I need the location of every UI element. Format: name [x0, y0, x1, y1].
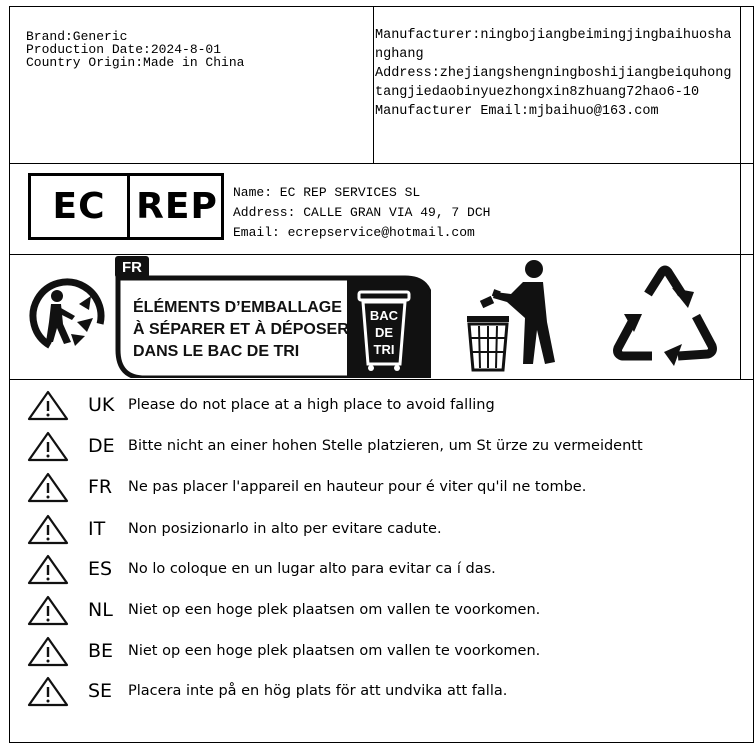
divider-vertical-right	[740, 6, 741, 380]
warning-row-nl	[26, 593, 540, 627]
divider-1	[9, 163, 754, 164]
ec-rep-badge	[28, 173, 224, 240]
warning-icon	[26, 389, 70, 421]
warning-row-be	[26, 634, 540, 668]
warning-text: No lo coloque en un lugar alto para evitar ca í das.	[128, 561, 496, 577]
production-date-text: Production Date:2024-8-01	[26, 42, 222, 57]
warning-text: Please do not place at a high place to avoid falling	[128, 397, 495, 413]
language-code: NL	[88, 599, 113, 621]
address-text: Address:zhejiangshengningboshijiangbeiquhongtangjiedaobinyuezhongxin8zhuang72hao6-10	[375, 66, 732, 100]
warning-row-es	[26, 552, 496, 586]
fr-sorting-logo	[115, 256, 431, 378]
warning-text: Non posizionarlo in alto per evitare cadute.	[128, 521, 442, 537]
warning-row-de	[26, 429, 643, 463]
warning-icon	[26, 513, 70, 545]
divider-vertical-info	[373, 6, 374, 164]
manufacturer-email-text: Manufacturer Email:mjbaihuo@163.com	[375, 104, 659, 119]
fr-line-3: DANS LE BAC DE TRI	[133, 343, 300, 360]
bin-text-1: BAC	[369, 308, 399, 323]
manufacturer-info	[375, 26, 737, 121]
language-code: SE	[88, 680, 113, 702]
country-origin-text: Country Origin:Made in China	[26, 55, 245, 70]
bin-text-2: DE	[374, 325, 394, 340]
warning-row-se	[26, 674, 507, 708]
warning-icon	[26, 635, 70, 667]
divider-3	[9, 379, 754, 380]
warning-icon	[26, 675, 70, 707]
warning-row-it	[26, 512, 442, 546]
ec-label: EC	[31, 176, 130, 237]
warning-text: Bitte nicht an einer hohen Stelle platzieren, um St ürze zu vermeidentt	[128, 438, 643, 454]
ec-rep-info	[233, 183, 490, 243]
warning-icon	[26, 430, 70, 462]
warning-icon	[26, 594, 70, 626]
tidy-man-icon	[463, 258, 563, 374]
warning-row-fr	[26, 470, 586, 504]
warning-row-uk	[26, 388, 495, 422]
fr-line-2: À SÉPARER ET À DÉPOSER	[133, 321, 349, 338]
language-code: ES	[88, 558, 113, 580]
ec-rep-name: Name: EC REP SERVICES SL	[233, 185, 421, 200]
rep-label: REP	[136, 186, 218, 227]
fr-tag: FR	[122, 259, 142, 276]
ec-rep-email: Email: ecrepservice@hotmail.com	[233, 225, 475, 240]
triman-icon	[27, 276, 107, 356]
product-info	[26, 30, 244, 69]
bin-text-3: TRI	[373, 342, 395, 357]
language-code: DE	[88, 435, 115, 457]
warning-icon	[26, 553, 70, 585]
language-code: UK	[88, 394, 115, 416]
brand-text: Brand:Generic	[26, 29, 128, 44]
fr-line-1: ÉLÉMENTS D’EMBALLAGE	[133, 299, 342, 316]
divider-2	[9, 254, 754, 255]
language-code: FR	[88, 476, 113, 498]
recycle-icon	[608, 262, 722, 370]
language-code: BE	[88, 640, 114, 662]
manufacturer-text: Manufacturer:ningbojiangbeimingjingbaihuoshanghang	[375, 28, 732, 62]
warning-text: Niet op een hoge plek plaatsen om vallen te voorkomen.	[128, 602, 541, 618]
warning-icon	[26, 471, 70, 503]
ec-rep-address: Address: CALLE GRAN VIA 49, 7 DCH	[233, 205, 491, 220]
warning-text: Placera inte på en hög plats för att undvika att falla.	[128, 683, 508, 699]
language-code: IT	[88, 518, 106, 540]
warning-text: Ne pas placer l'appareil en hauteur pour é viter qu'il ne tombe.	[128, 479, 587, 495]
warning-text: Niet op een hoge plek plaatsen om vallen te voorkomen.	[128, 643, 541, 659]
